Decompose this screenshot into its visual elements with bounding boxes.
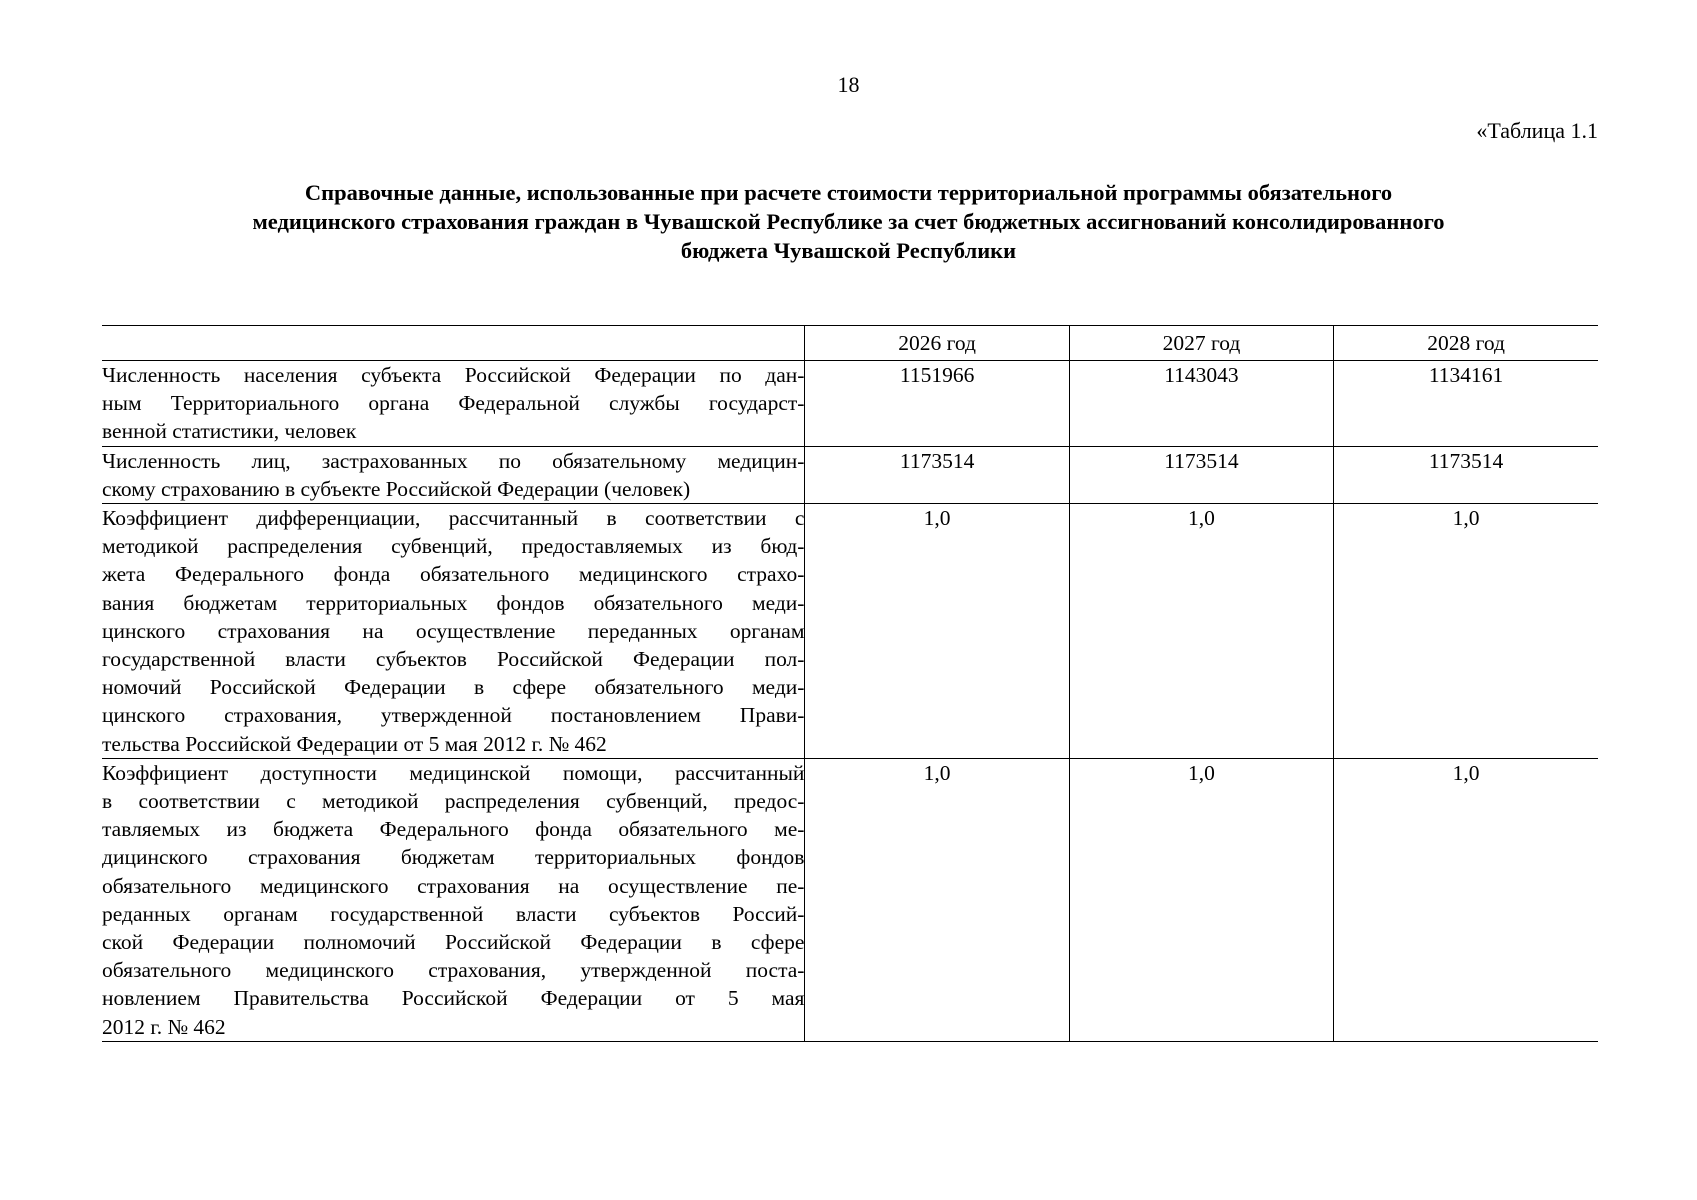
value-cell: 1,0 [805, 504, 1069, 759]
parameter-text-line: вания бюджетам территориальных фондов обязательного меди- [102, 590, 805, 615]
reference-data-table [102, 325, 1598, 1042]
parameter-text-line: методикой распределения субвенций, предоставляемых из бюд- [102, 534, 805, 559]
header-parameter [102, 326, 805, 361]
table-label: «Таблица 1.1 [1476, 118, 1598, 143]
document-title [140, 178, 1557, 265]
value-cell: 1,0 [1069, 504, 1333, 759]
parameter-text-line: Численность населения субъекта Российской Федерации по дан- [102, 363, 805, 387]
page-number: 18 [837, 72, 860, 97]
parameter-text-line: реданных органам государственной власти субъектов Россий- [102, 901, 805, 926]
parameter-text-line: венной статистики, человек [102, 419, 357, 444]
parameter-text-line: государственной власти субъектов Российской Федерации пол- [102, 647, 805, 672]
parameter-text-line: Коэффициент дифференциации, рассчитанный в соответствии с [102, 506, 805, 531]
value-cell: 1173514 [1069, 446, 1333, 503]
header-year-2028: 2028 год [1334, 326, 1598, 361]
parameter-text-line: новлением Правительства Российской Федерации от 5 мая [102, 986, 805, 1011]
parameter-text-line: дицинского страхования бюджетам территориальных фондов [102, 845, 805, 870]
value-cell: 1,0 [1069, 758, 1333, 1041]
value-cell: 1173514 [805, 446, 1069, 503]
table-row [102, 758, 1598, 1041]
parameter-text-line: скому страхованию в субъекте Российской Федерации (человек) [102, 476, 691, 501]
parameter-text-line: ской Федерации полномочий Российской Федерации в сфере [102, 930, 805, 955]
value-cell: 1,0 [805, 758, 1069, 1041]
header-year-2027: 2027 год [1069, 326, 1333, 361]
table-row [102, 504, 1598, 759]
parameter-text-line: ным Территориального органа Федеральной службы государст- [102, 391, 805, 416]
parameter-cell [102, 758, 805, 1041]
parameter-cell [102, 446, 805, 503]
parameter-text-line: тельства Российской Федерации от 5 мая 2012 г. № 462 [102, 731, 607, 756]
parameter-text-line: 2012 г. № 462 [102, 1014, 226, 1039]
value-cell: 1,0 [1334, 504, 1598, 759]
parameter-text-line: обязательного медицинского страхования на осуществление пе- [102, 873, 805, 898]
title-line: бюджета Чувашской Республики [680, 238, 1017, 263]
parameter-text-line: в соответствии с методикой распределения субвенций, предос- [102, 789, 805, 814]
parameter-text-line: номочий Российской Федерации в сфере обязательного меди- [102, 675, 805, 700]
value-cell: 1134161 [1334, 361, 1598, 447]
table-row [102, 361, 1598, 447]
table-header-row [102, 326, 1598, 361]
parameter-text-line: цинского страхования на осуществление переданных органам [102, 618, 805, 643]
title-line: медицинского страхования граждан в Чувашской Республике за счет бюджетных ассигнований консолидированного [252, 209, 1445, 234]
parameter-text-line: жета Федерального фонда обязательного медицинского страхо- [102, 562, 805, 587]
parameter-text-line: обязательного медицинского страхования, утвержденной поста- [102, 958, 805, 983]
parameter-text-line: Численность лиц, застрахованных по обязательному медицин- [102, 448, 805, 473]
value-cell: 1173514 [1334, 446, 1598, 503]
parameter-cell [102, 361, 805, 447]
parameter-text-line: тавляемых из бюджета Федерального фонда обязательного ме- [102, 817, 805, 842]
parameter-text-line: цинского страхования, утвержденной постановлением Прави- [102, 703, 805, 728]
value-cell: 1151966 [805, 361, 1069, 447]
title-line: Справочные данные, использованные при расчете стоимости территориальной программы обязательного [304, 180, 1393, 205]
value-cell: 1143043 [1069, 361, 1333, 447]
value-cell: 1,0 [1334, 758, 1598, 1041]
header-year-2026: 2026 год [805, 326, 1069, 361]
parameter-cell [102, 504, 805, 759]
parameter-text-line: Коэффициент доступности медицинской помощи, рассчитанный [102, 760, 805, 785]
table-row [102, 446, 1598, 503]
